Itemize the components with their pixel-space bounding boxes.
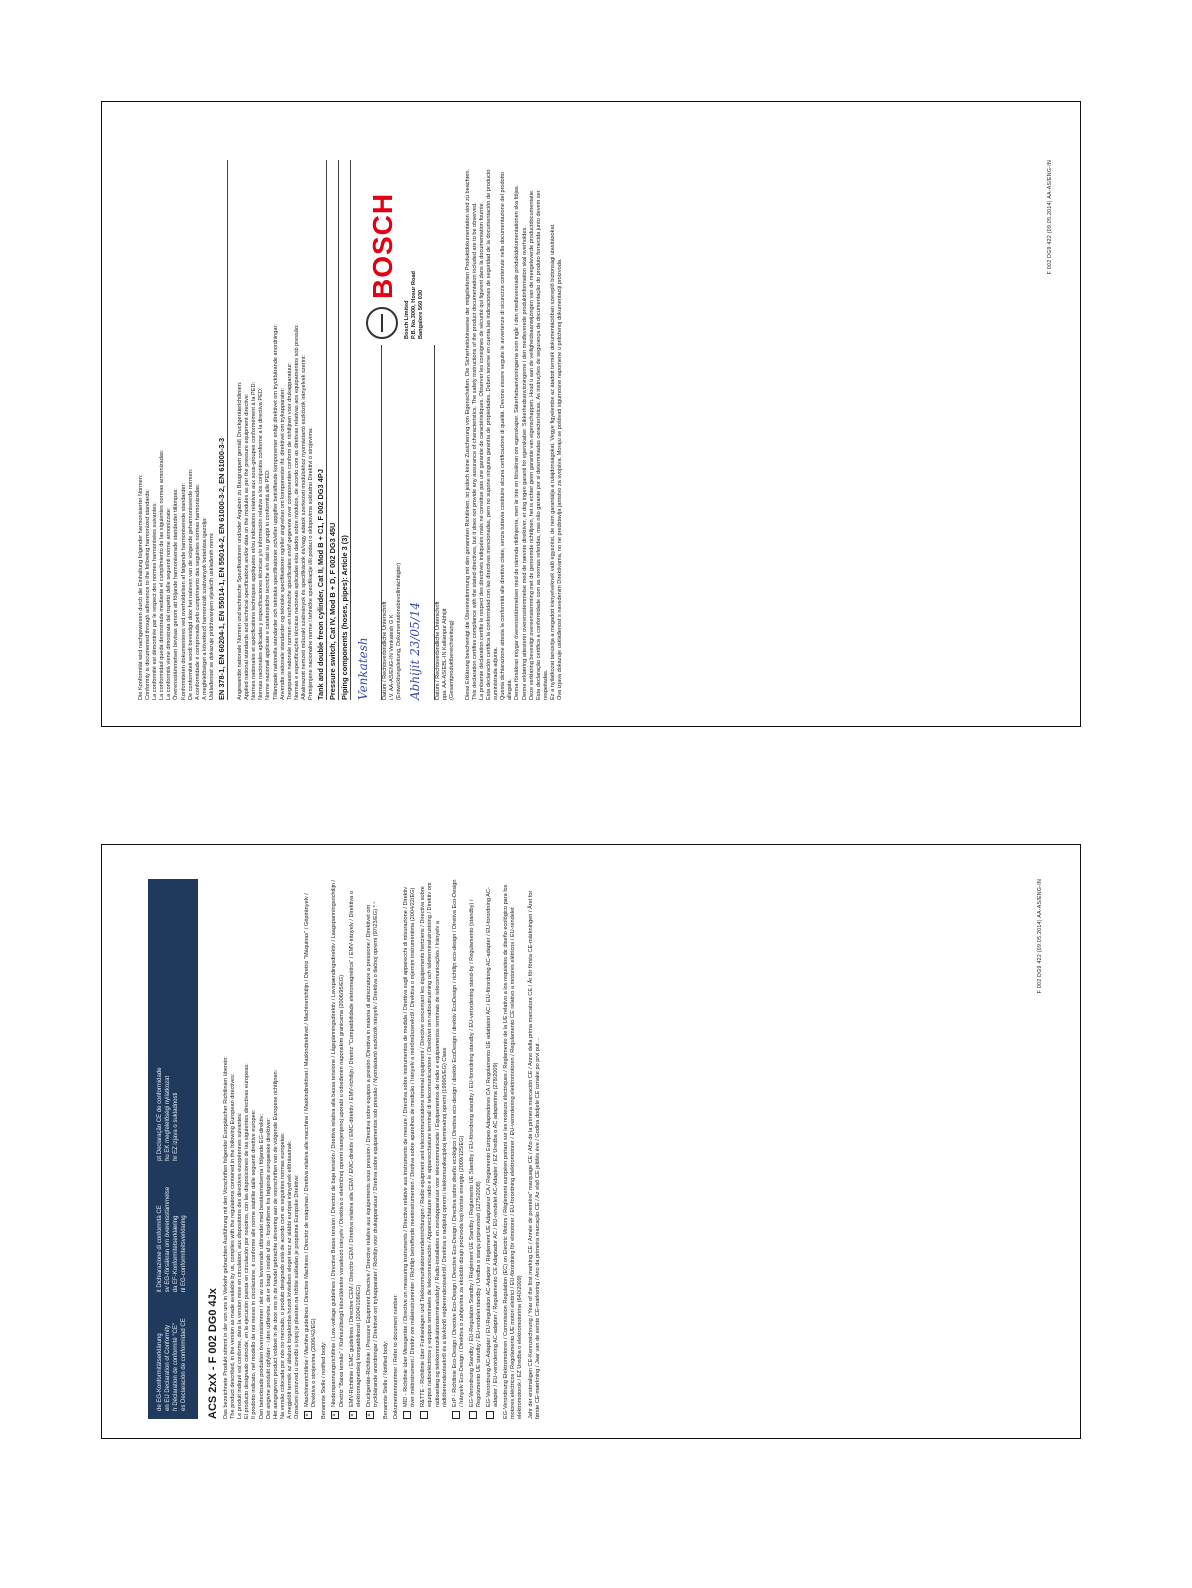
conformity-intro (138, 160, 216, 700)
directive-item (469, 879, 483, 1419)
banner-column (156, 1318, 188, 1411)
directive-text: EG-Verordnung Standby / EU-Regulation Standby / Règlement UE Standby / Reglamento UE Standby / EU-förordning standby / EU-forordning standby / EU-verordening stand-by / Regulamento (standby) / Regolamento UE standby / EU-rendelet standby / Uredba o stanju pripravnosti (1275/2008) (468, 899, 482, 1407)
directive-item (304, 879, 318, 1419)
checkbox-icon: × (304, 1411, 312, 1419)
signatory-line: Datum / Rechtsverbindliche Unterschrift (434, 601, 441, 700)
directive-item (486, 879, 500, 1419)
banner-language-title: hr EZ izjava o sukladnosti (173, 1092, 179, 1161)
intro-line: Le produit indiqué est conforme, dans la version mise en circulation, aux dispositions des directives européennes suivantes: (237, 1112, 244, 1419)
disclaimer-line: This declaration certifies compliance with the stated directives, but it does not provide any assurance of characteristics. The safety instructions of the product documentation included are to be observed. (471, 202, 478, 700)
intro-line: Het aangegeven product voldoet in de door ons in de handel gebrachte uitvoering aan de voorschriften van de volgende Europese richtlijnen: (272, 1069, 279, 1419)
banner-language-title: it Dichiarazione di conformità CE (157, 1205, 163, 1293)
intro-line: El producto designado coincide, en la ejecución puesta en circulación por nosotros, con las disposiciones de las siguientes directivas europeas: (244, 1063, 251, 1419)
banner-column (156, 1187, 188, 1292)
intro-line: La conformité est démontrée par le respect des normes harmonisées suivantes: (152, 502, 159, 700)
document-footer: F 002 DG9 422 (09.05.2014) AA-AS/ENG-IN (1036, 879, 1043, 994)
signature-1: Venkatesh (356, 637, 371, 700)
directive-item (331, 879, 345, 1419)
disclaimer-line: La présente déclaration certifie le respect des directives indiquées mais ne constitue pas une garantie de caractéristiques. Observer les consignes de sécurité qui figurent dans la documentation fournie. (479, 201, 485, 700)
disclaimer-line: Denna försäkran intygar överensstämmelsen med de nämnda riktlinjerna, men är inte en försäkran om egenskaper. Säkerhetsanvisningarna som ingår i den medlevererade produktdokumentationen ska följas. (514, 184, 521, 700)
signatory-line: (Gesamtproduktbereichsleitung) (448, 620, 455, 700)
directive-item (366, 879, 380, 1419)
ped-item: Tank and double freon cylinder, Cat II, Mod B + C1, F 002 DG3 4PJ (315, 160, 327, 700)
document-footer: F 002 DG9 422 (09.05.2014) AA-AS/ENG-IN (1046, 160, 1053, 275)
address-line: Bosch Limited (404, 300, 411, 339)
company-address (404, 160, 425, 339)
product-title: ACS 2xX - F 002 DG0 4Jx (207, 1288, 219, 1419)
intro-line: Die Konformität wird nachgewiesen durch die Einhaltung folgender harmonisierter Normen: (138, 474, 144, 700)
banner-language-title: de EG-Konformitätserklärung (157, 1333, 163, 1411)
directive-item (349, 879, 363, 1419)
directive-text: Niederspannungsrichtlinie / Low-voltage guidelines / Directive Basse tension / Directriz de baja tensión / Direttiva relativa alla bassa tensione / Lågspänningsdirektiv / Lavspændingsdirektiv / Laagspanningsrichtlijn / Diretriz "Baixa tensão" / Kisfeszültségű készülékekre vonatkozó irányelv / Direktiva o električnoj opremi namijenjenoj uporabi u određenim naponskim granicama (2006/95/EG) (331, 879, 345, 1407)
banner-language-title: en EU Declaration of Conformity (165, 1324, 171, 1411)
signatory-2 (435, 345, 456, 700)
checkbox-icon (469, 1411, 477, 1419)
intro-line: La conformità viene dimostrata dal rispetto delle seguenti norme armonizzate: (166, 507, 173, 700)
national-line: Normas e especificações técnicas nacionais aplicadas e/ou dados sobre módulos, de acordo com as diretivas relativas aos equipamentos sob pressão: (293, 324, 300, 700)
banner-language-title: nl EG-conformiteitsverklaring (181, 1215, 187, 1293)
document-page-1 (101, 844, 1081, 1439)
national-line: Norme nazionali applicate e caratteristiche tecniche e/o dati su gruppi in conformità alle PED: (265, 469, 272, 700)
page-2-content (138, 160, 1058, 700)
national-line: Angewandte nationale Normen und technische Spezifikationen und/oder Angaben zu Baugruppen gemäß Druckgeräterichtlinien: (237, 381, 244, 700)
disclaimer-line: Questa dichiarazione attesta la conformità alle direttive citate, senza tuttavia costituire alcuna certificazione di qualità. Devono essere seguite le avvertenze di sicurezza contenute nella documentazione del prodotto allegata. (500, 172, 514, 700)
ped-items (315, 160, 351, 700)
intro-line: Överensstämmelsen bevisas genom att följande harmoniserade standarder tillämpas: (173, 488, 180, 700)
signatory-line: ppa. AA-AS/EBL-IN Kallianpur Abhijit (441, 608, 448, 700)
directive-text: MID - Richtlinie über Messgeräte / Directive on measuring instruments / Directive relative aux instruments de mesure / Directiva sobre instrumentos de medida / Direttiva sugli apparecchi di misurazione / Direktiv över mätinstrument / Direktiv om måleinstrumenter / Richtlijn betreffende meetinstrumenten / Diretiva sobre aparelhos de medição / Irányelv a mérőműszerekről / Direktiva o mjernim instrumentima (2004/22/EG) (403, 886, 417, 1407)
directive-text: Benannte Stelle / Notified body: (382, 1340, 389, 1419)
intro-line: The product described, in the version as made available by us, complies with the regulations contained in the following European directives: (230, 1073, 237, 1419)
national-line: Alkalmazott nemzeti műszaki szabványok és specifikációk és/vagy adatok szerkezeti modulokhoz nyomástartó eszközök irányelvek szerint: (300, 354, 307, 700)
disclaimer (465, 160, 564, 700)
banner-language-title: hu EK megfelelőségi nyilatkozat (165, 1075, 171, 1161)
checkbox-icon (420, 1411, 428, 1419)
directive-text: EG-Verordnung AC-Adapter / EU-Regulation AC-Adapter / Règlement UE Adaptateur CA / Reglamento Europeo Adaptadores CA / Regolamento UE adattatori AC / EU-förordning AC-adapter / EU-forordning AC-adapter / EU-verordening AC-adapter / Regulamento CE Adaptador AC / EU-rendelet AC-Adapter / EZ Uredba o AC adapterima (278/2009) (486, 887, 500, 1407)
disclaimer-line: Ez a nyilatkozat tanúsítja a megadott irányelveknek való egyezést, de nem garantálja a tulajdonságokat. Vegye figyelembe az átadott termék dokumentációban szereplő biztonsági utasításokat. (549, 223, 556, 700)
ped-item: Pressure switch, Cat IV, Mod B + D, F 002 DG3 45U (327, 160, 339, 700)
signatory-line: (Entwicklungsleitung, Dokumentationsbevollmächtigter) (396, 562, 403, 700)
directive-item (403, 879, 417, 1419)
signatory-line: Datum / Rechtsverbindliche Unterschrift (382, 601, 389, 700)
directive-item (321, 879, 328, 1419)
signature-2: Abhijit 23/05/14 (408, 601, 423, 700)
intro-line: Na versão colocada por nós no mercado, o produto designado está de acordo com as seguintes normas europeias: (279, 1132, 286, 1419)
signatory-line: i.V. AA-AS/ENG-IN Venkatesh G K (389, 614, 396, 700)
document-page-2 (101, 101, 1081, 727)
address-line: Bangalore 560 030 (418, 289, 425, 339)
disclaimer-line: Ova izjava dokazuje usklađenost s navedenim Direktivama, no ne predstavlja jamstvo za svojstva. Moraju se poštivati sigurnosne napomene u priloženoj dokumentaciji proizvoda. (557, 258, 564, 700)
directive-item (452, 879, 466, 1419)
banner-language-title: es Declaración de conformidad CE (181, 1318, 187, 1411)
disclaimer-line: Esta declaração certifica a conformidade com as normas referidas, mas não garante por si determinadas características. As instruções de segurança da documentação do produto fornecida junto devem ser respeitadas. (535, 190, 549, 700)
intro-line: De conformiteit wordt bevestigd door het naleven van de volgende geharmoniseerde normen: (187, 468, 194, 700)
disclaimer-line: Deze verklaring bevestigt overeenstemming met de genoemde richtlijnen, het is echter geen garantie van eigenschappen. Houd u aan de veiligheidsaanwijzingen van de meegeleverde productdocumentatie. (528, 189, 535, 700)
directive-item (528, 879, 542, 1419)
directive-text: ErP - Richtlinie Eco-Design / Directive Eco-Design / Directive Eco-Design / Directiva sobre diseño ecológico / Direttiva eco-design / direktiv EcoDesign / direktiv EcoDesign / richtlijn eco-design / Diretiva Eco-Design / Irányelv Eco-Design / Direktiva o zahtjevima za ekološki dizajn proizvoda koji koriste energiju (2009/125/EG) (451, 879, 465, 1407)
intro-line: Označeni proizvod u izvedbi u kojoj je plasiran na tržište sukladan je propisima Europske Direktive: (294, 1174, 301, 1419)
intro-line: La conformidad queda demostrada mediante el cumplimiento de las siguientes normas armonizadas: (159, 449, 166, 700)
directive-text: Dokumentennummer / Refer to document number: (393, 1294, 400, 1419)
bosch-armature-icon (366, 307, 398, 339)
directive-item (393, 879, 400, 1419)
checkbox-icon (452, 1411, 460, 1419)
checkbox-icon: × (331, 1411, 339, 1419)
national-line: Normes nationales et spécifications techniques appliquées et/ou indications relatives aux sous-groupes conformément à la PED: (251, 381, 258, 700)
directive-text: Druckgeräte-Richtlinie / Pressure Equipment Directive / Directive relative aux équipements sous pression / Directiva sobre equipos a presión /Direttiva in materia di attrezzature a pressione / Direktivet om tryckbärande anordningar / Direktivet om trykapparater / Richtlijn voor drukapparatuur / Diretiva sobre equipamentos sob pressão / Nyomástartó eszközök irányelv / Direktiva o tlačnoj opremi (97/23/EG) * ° (365, 901, 379, 1407)
banner-language-title: fr Déclaration de conformité "CE" (173, 1323, 179, 1411)
disclaimer-line: Esta declaración certifica la conformidad con las directivas mencionadas, pero no supone ninguna garantía de propiedades. Deben tenerse en cuenta las indicaciones de seguridad de la documentación de producto suministrada adjunta. (486, 169, 500, 700)
intro-line: Den betecknade produkten överensstämmer i det av oss levererade utförandet med bestämmelserna i följande EG-direktiv: (258, 1113, 265, 1419)
directive-text: Benannte Stelle / notified body: (321, 1341, 328, 1419)
ped-item: Piping components (hoses, pipes): Article 3 (3) (339, 160, 351, 700)
intro-line: Il prodotto indicato, nel modello da noi messo in circolazione, è conforme alle norme stabilite dalle seguenti direttive europee: (251, 1109, 258, 1419)
directive-text: Jahr der erstmaligen CE-Kennzeichnung / Year of the first marking CE / Année de première" marquage CE / Año de la primera marcación CE / Anno della prima marcatura CE / År för första CE-märkningen / Året for første CE-mærkning / Jaar van de eerste CE-markering / Ano da primeira marcação CE / Az első CE jelölés éve / Godina dodjele CE oznake po prvi put ... (527, 890, 541, 1419)
intro-line: Konformiteten dokumenteres ved overholdelsen af følgende harmoniserede standarder: (180, 482, 187, 700)
directive-item (383, 879, 390, 1419)
page-1-content (148, 879, 1048, 1419)
intro-line: A megfelelőséget a következő harmonizált szabványok betartása igazolja: (201, 517, 208, 700)
disclaimer-line: Diese Erklärung bescheinigt die Übereinstimmung mit den genannten Richtlinien, ist jedoch keine Zusicherung von Eigenschaften. Die Sicherheitshinweise der mitgelieferten Produktdokumentation sind zu beachten. (464, 168, 471, 700)
directive-text: R&TTE - Richtlinie über Funkanlagen und Telekommunikationsendeinrichtungen / Radio equipment and telecommunications terminal equipment / Directive concernant les équipements hertziens / Directiva sobre equipos radioeléctricos y equipos terminales de telecomunicación / Apparecchiature radio e le apparecchiature terminali di telecomunicazione / Direktivet om radioutrustning och teleterminalutrustning / Direktiv om radioanlæg og telekommunikationsterminaludstyr / Radio-installaties en zendapparatuur voor telecommunicatie / Equipamentos de rádio e equipamentos terminais de telecomunicações / Irányelv a rádióberendezésekről és a távközlő végberendezésekről / Direktiva o radijskoj opremi i telekomunikacijskoj terminalnoj opremi (1999/5/EG) Class (420, 882, 448, 1407)
national-line: Anvendte nationale standarder og tekniske specifikationer og/eller angivelser om komponenter iht. direktivet om trykapparater: (279, 387, 286, 700)
signatory-1 (382, 345, 403, 700)
directive-text: Maschinenrichtlinie / Machine guidelines / Directive Machines / Directriz de máquinas / Direttiva relativa alle macchine / Maskindirektivet / Maskindirektivet / Machinerichtlijn / Diretriz "Máquinas" / Gépirányelv / Direktiva o strojevima (2006/42/EG) (304, 893, 318, 1407)
intro-line: Det angivne produkt opfylder - i den udførelse, det er bragt i omløb af os - forskrifterne fra følgende europæiske direktiver: (265, 1117, 272, 1419)
banner-language-title: pt Declaração CE de conformidade (157, 1067, 163, 1161)
intro-line: Conformity is documented through adherence to the following harmonized standards: (145, 489, 152, 700)
address-line: P.B. No.3000, Hosur Road (411, 271, 418, 339)
checkbox-icon (403, 1411, 411, 1419)
directives-intro (223, 879, 301, 1419)
declaration-header-banner (148, 879, 198, 1419)
directive-text: EG-Verordnung Elektromotoren / Commission Regulation (EC) on Electric Motors / Règlement européen portant sur les moteurs électriques / Reglamento de la UE relativo a los requisitos de diseño ecológico para los motores eléctricos / Regolamento UE motori elettrici / EU-förordning för elmotorer / EU-forordning elektromotorer / EU-verordening elektromotoren / Regulamento CE relativo a motores elétricos / EU-rendelet elektromotorok / EZ Uredba o elektromotorima (640/2009) (503, 884, 524, 1419)
directive-item (503, 879, 524, 1419)
checkbox-icon: × (349, 1411, 357, 1419)
banner-language-title: sv EG-försäkran om överensstämmelse (165, 1186, 171, 1293)
national-line: Toegepaste nationale normen en technische specificaties en/of gegevens over componenten conform de richtlijnen voor drukapparatuur: (286, 362, 293, 700)
intro-line: A conformidade é comprovada pelo cumprimento das seguintes normas harmonizadas: (194, 483, 201, 700)
harmonized-standards: EN 378-1, EN 60204-1, EN 55014-1, EN 55014-2, EN 61000-3-2, EN 61000-3-3 (216, 160, 228, 700)
disclaimer-line: Denne erklæring attesterer overensstemmelse med de nævnte direktiver, er dog ingen garanti for egenskaber. Sikkerhedsanvisningerne i den medleverede produktinformation skal overholdes. (521, 226, 528, 700)
intro-line: Usklađenost se dokazuje pridržavanjem sljedećih usklađenih normi: (208, 532, 215, 700)
national-line: Applied national standards and technical specifications and/or data on the modules as per the pressure equipment directive: (244, 393, 251, 700)
intro-line: A megjelölt termék az általunk forgalomba hozott kivitelben eleget tesz az alábbi európai irányelvek előírásainak: (286, 1140, 293, 1419)
banner-language-title: da EF-Konformitetserklæring (173, 1215, 179, 1293)
directive-item (420, 879, 448, 1419)
national-standards-intro (237, 160, 315, 700)
bosch-logo (366, 160, 398, 339)
intro-line: Das bezeichnete Produkt stimmt in der von uns in Verkehr gebrachten Ausführung mit den Vorschriften folgender Europäischer Richtlinien überein: (223, 1056, 230, 1419)
national-line: Normas nacionales aplicadas y especificaciones técnicas y/o información relativa a los conjuntos conforme a la directiva PED: (258, 387, 265, 700)
directive-text: EMV-Richtlinie / EMC guidelines / Directive CEM / Directriz CEM / Direttiva relativa alla CEM / EMC-direktiv / EMC-direktiv / EMV-richtlijn / Diretriz "Compatibilidade eletromagnética" / EMV-irányelv / Direktiva o elektromagnetskoj kompatibilnosti (2004/108/EG) (348, 891, 362, 1407)
banner-column (156, 1068, 188, 1161)
directive-checklist (304, 879, 542, 1419)
national-line: Tillämpade nationella standarder och tekniska specifikationer och/eller uppgifter beträffande komponenter enligt direktivet om tryckbärande anordningar: (272, 324, 279, 700)
brand-name: BOSCH (366, 192, 398, 299)
national-line: Primijenjene nacionalne norme i tehničke specifikacije i/ili podaci o sklopovima sukladno Direktivi o strojevima: (307, 427, 314, 700)
checkbox-icon (486, 1411, 494, 1419)
checkbox-icon: × (366, 1411, 374, 1419)
